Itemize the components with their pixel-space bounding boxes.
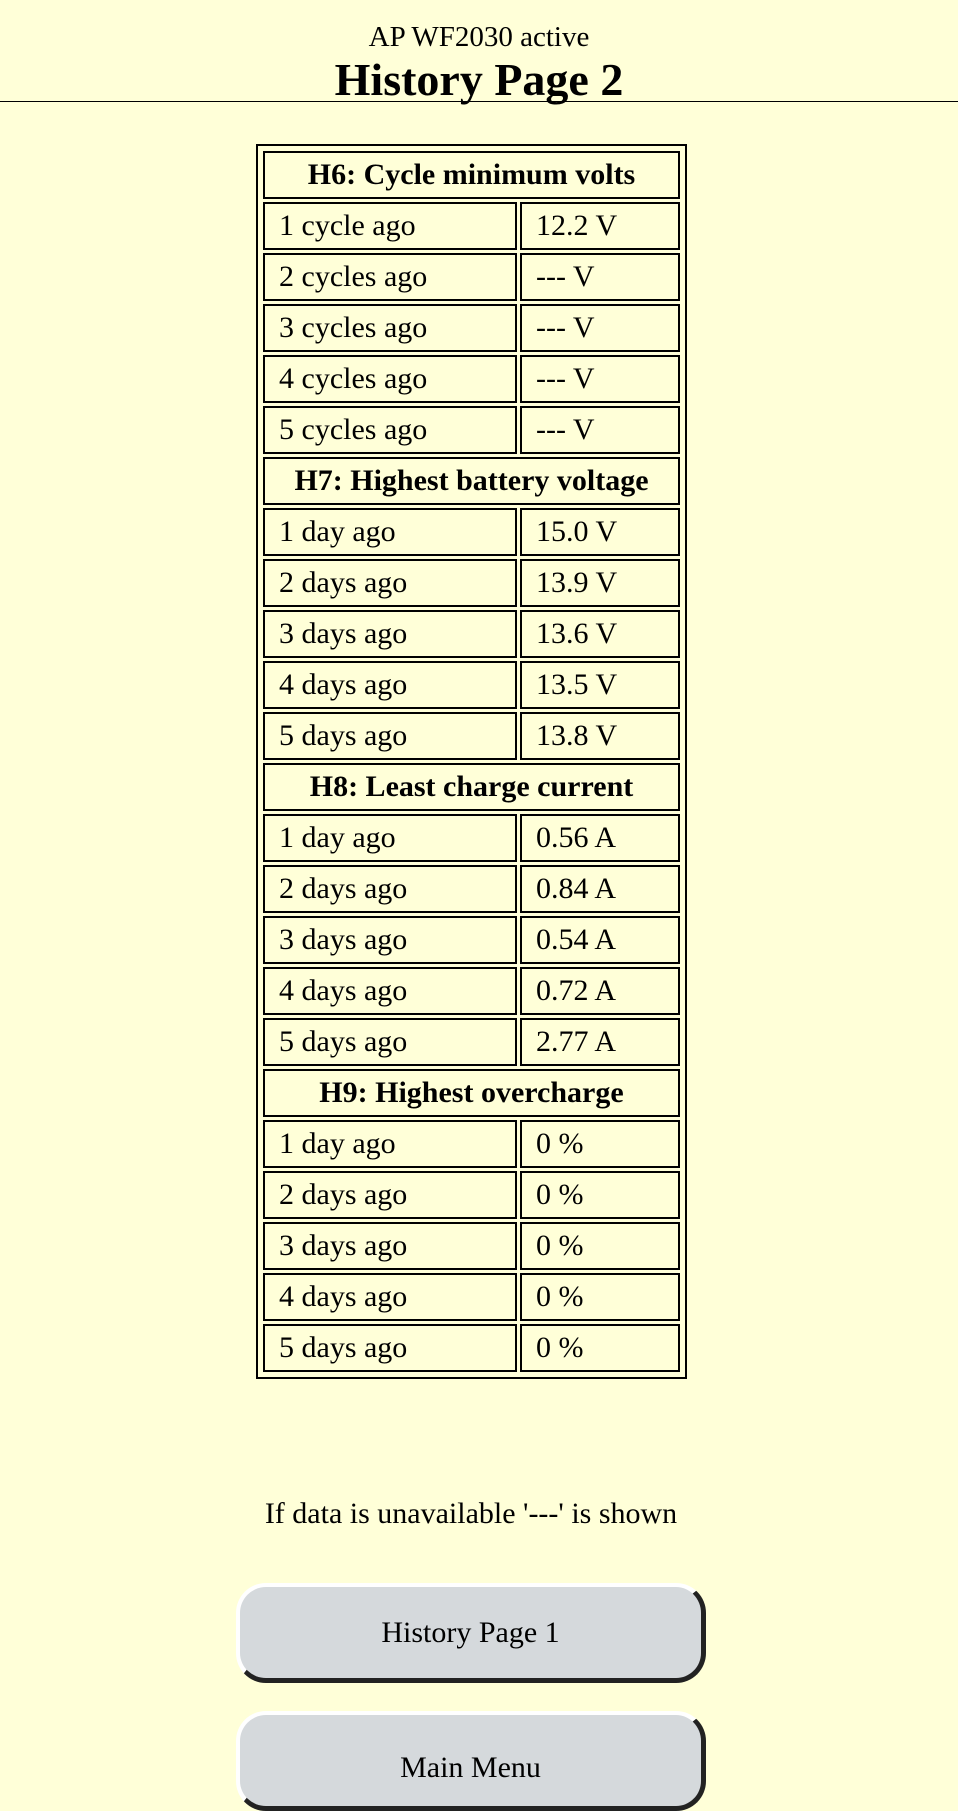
row-value: 0.56 A (520, 814, 680, 862)
section-header-row (263, 457, 680, 505)
row-value: 0 % (520, 1324, 680, 1372)
section-title: H6: Cycle minimum volts (263, 151, 680, 199)
row-value: 15.0 V (520, 508, 680, 556)
page-title: History Page 2 (334, 54, 624, 105)
row-label: 5 days ago (263, 712, 517, 760)
row-label: 3 days ago (263, 1222, 517, 1270)
section-title: H8: Least charge current (263, 763, 680, 811)
unavailable-data-note: If data is unavailable '---' is shown (264, 1497, 678, 1530)
row-label: 1 day ago (263, 508, 517, 556)
row-value: 13.8 V (520, 712, 680, 760)
section-title: H9: Highest overcharge (263, 1069, 680, 1117)
row-label: 3 days ago (263, 916, 517, 964)
row-value: 0.84 A (520, 865, 680, 913)
row-value: --- V (520, 253, 680, 301)
table-row (263, 967, 680, 1015)
table-row (263, 1171, 680, 1219)
table-row (263, 1273, 680, 1321)
row-label: 1 cycle ago (263, 202, 517, 250)
row-value: 13.9 V (520, 559, 680, 607)
row-label: 5 days ago (263, 1324, 517, 1372)
row-value: --- V (520, 406, 680, 454)
row-value: 13.5 V (520, 661, 680, 709)
row-value: 0 % (520, 1171, 680, 1219)
main-menu-button[interactable]: Main Menu (236, 1711, 706, 1811)
row-value: 0 % (520, 1120, 680, 1168)
row-label: 3 days ago (263, 610, 517, 658)
row-label: 1 day ago (263, 1120, 517, 1168)
history-page-1-button[interactable]: History Page 1 (236, 1583, 706, 1683)
row-label: 1 day ago (263, 814, 517, 862)
row-label: 5 cycles ago (263, 406, 517, 454)
table-row (263, 610, 680, 658)
table-row (263, 406, 680, 454)
row-label: 5 days ago (263, 1018, 517, 1066)
row-value: 12.2 V (520, 202, 680, 250)
section-header-row (263, 763, 680, 811)
table-row (263, 916, 680, 964)
row-label: 2 days ago (263, 559, 517, 607)
section-title: H7: Highest battery voltage (263, 457, 680, 505)
row-label: 2 cycles ago (263, 253, 517, 301)
row-value: 13.6 V (520, 610, 680, 658)
table-row (263, 712, 680, 760)
table-row (263, 1120, 680, 1168)
section-header-row (263, 1069, 680, 1117)
row-value: 0.72 A (520, 967, 680, 1015)
table-row (263, 865, 680, 913)
table-row (263, 1018, 680, 1066)
row-value: 2.77 A (520, 1018, 680, 1066)
table-row (263, 355, 680, 403)
row-label: 4 days ago (263, 1273, 517, 1321)
row-label: 2 days ago (263, 1171, 517, 1219)
table-row (263, 1222, 680, 1270)
page-header (0, 0, 958, 105)
row-label: 4 days ago (263, 967, 517, 1015)
row-value: --- V (520, 355, 680, 403)
section-header-row (263, 151, 680, 199)
row-label: 3 cycles ago (263, 304, 517, 352)
row-label: 4 cycles ago (263, 355, 517, 403)
row-value: 0 % (520, 1222, 680, 1270)
table-row (263, 661, 680, 709)
table-row (263, 508, 680, 556)
history-table (256, 144, 687, 1379)
table-row (263, 253, 680, 301)
row-value: --- V (520, 304, 680, 352)
table-row (263, 304, 680, 352)
table-row (263, 814, 680, 862)
device-status: AP WF2030 active (368, 21, 590, 53)
row-value: 0 % (520, 1273, 680, 1321)
row-value: 0.54 A (520, 916, 680, 964)
table-row (263, 1324, 680, 1372)
row-label: 4 days ago (263, 661, 517, 709)
row-label: 2 days ago (263, 865, 517, 913)
table-row (263, 559, 680, 607)
table-row (263, 202, 680, 250)
